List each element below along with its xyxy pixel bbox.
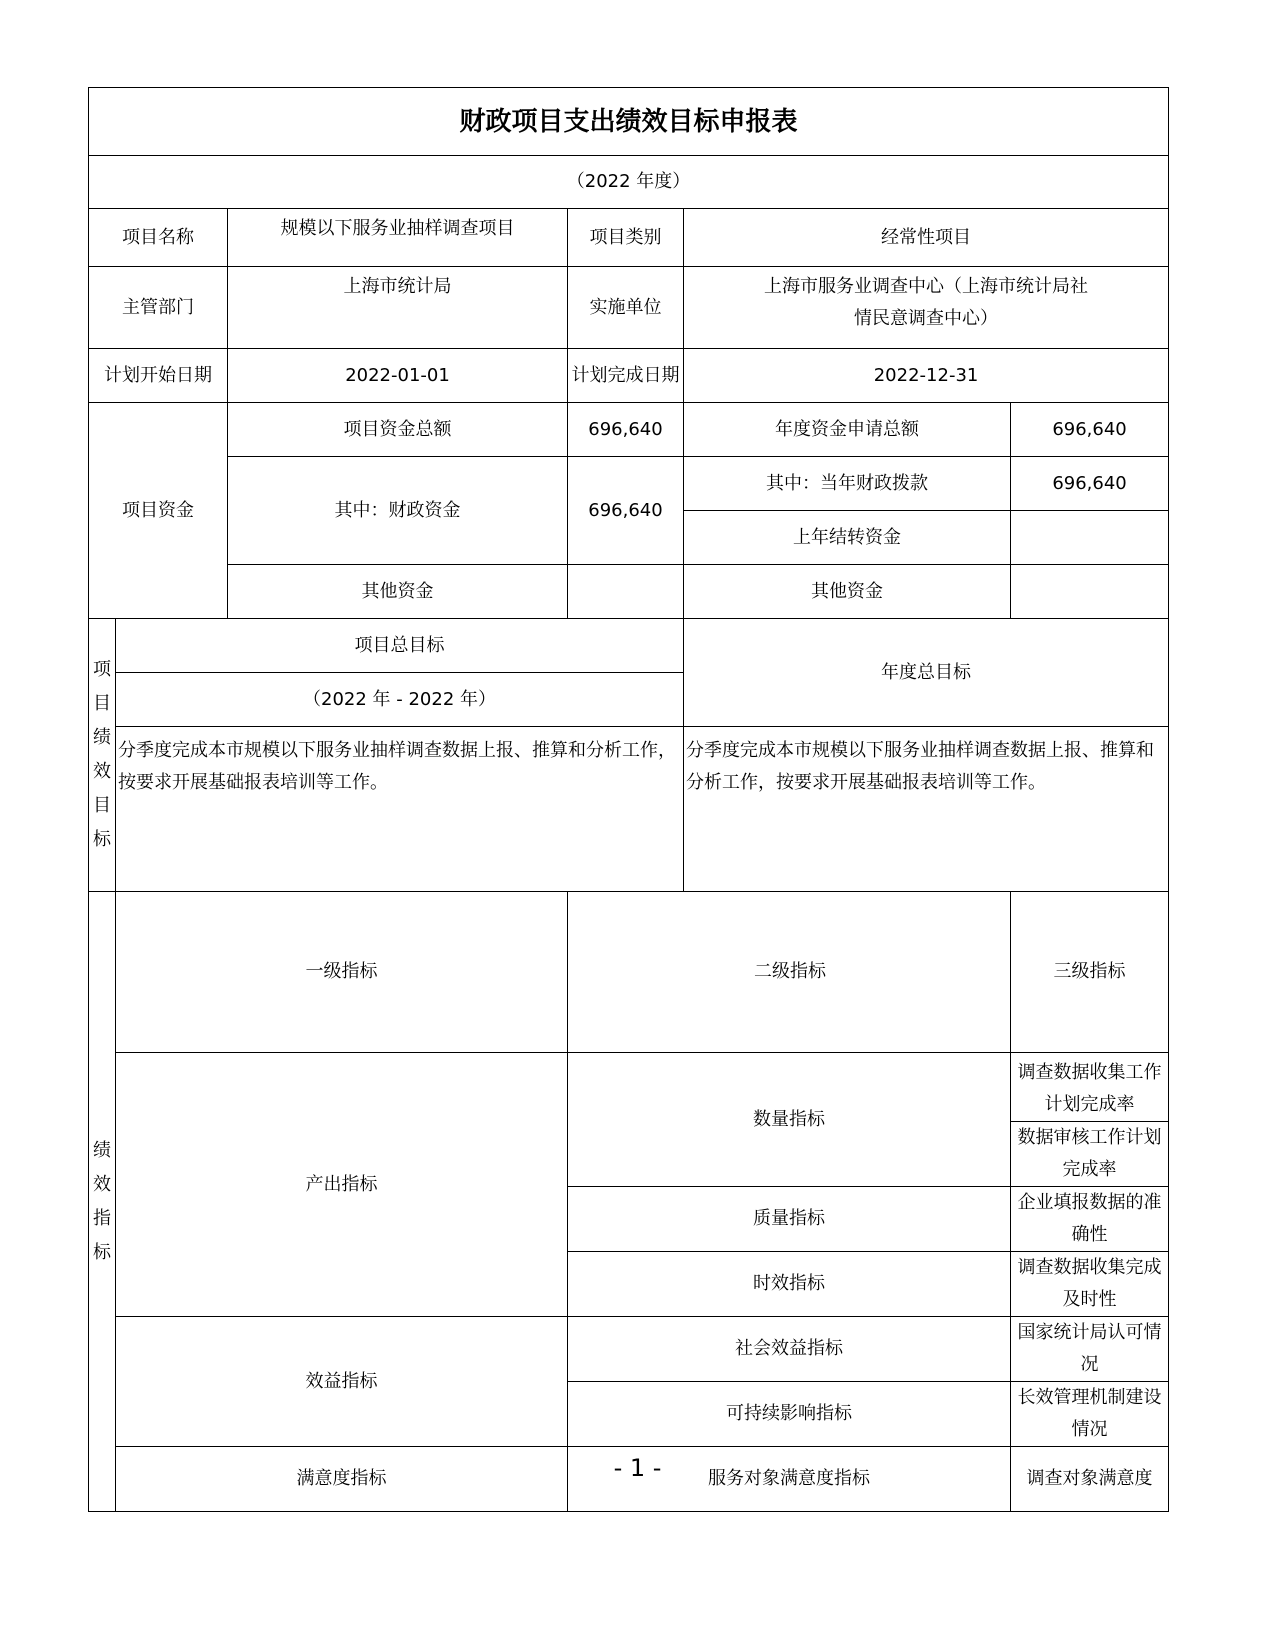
- funds-other-label: 其他资金: [228, 565, 568, 619]
- impl-label: 实施单位: [568, 267, 684, 349]
- project-name-label: 项目名称: [89, 209, 228, 267]
- funds-label: 项目资金: [89, 403, 228, 619]
- funds-total-label: 项目资金总额: [228, 403, 568, 457]
- annual-goal-label: 年度总目标: [684, 619, 1169, 727]
- level2-indicator: 数量指标: [568, 1053, 1011, 1187]
- funds-fiscal-label: 其中：财政资金: [228, 457, 568, 565]
- header-level1: 一级指标: [116, 892, 568, 1053]
- level3-indicator: 企业填报数据的准确性: [1011, 1187, 1169, 1252]
- level3-indicator: 调查数据收集工作计划完成率: [1011, 1053, 1169, 1122]
- level1-output: 产出指标: [116, 1053, 568, 1317]
- funds-carryover-value: [1011, 511, 1169, 565]
- dept-label: 主管部门: [89, 267, 228, 349]
- level1-benefit: 效益指标: [116, 1317, 568, 1447]
- header-level3: 三级指标: [1011, 892, 1169, 1053]
- level3-indicator: 调查数据收集完成及时性: [1011, 1252, 1169, 1317]
- level2-indicator: 服务对象满意度指标: [568, 1447, 1011, 1512]
- overall-goal-text: 分季度完成本市规模以下服务业抽样调查数据上报、推算和分析工作，按要求开展基础报表培训等工作。: [116, 727, 684, 892]
- level1-satisfaction: 满意度指标: [116, 1447, 568, 1512]
- form-title: 财政项目支出绩效目标申报表: [89, 88, 1169, 156]
- funds-carryover-label: 上年结转资金: [684, 511, 1011, 565]
- level2-indicator: 社会效益指标: [568, 1317, 1011, 1382]
- form-year: （2022 年度）: [89, 156, 1169, 209]
- indicators-section-label: 绩效指标: [89, 892, 116, 1512]
- funds-current-value: 696,640: [1011, 457, 1169, 511]
- start-date-value: 2022-01-01: [228, 349, 568, 403]
- project-name-value: 规模以下服务业抽样调查项目: [228, 209, 568, 267]
- header-level2: 二级指标: [568, 892, 1011, 1053]
- project-type-label: 项目类别: [568, 209, 684, 267]
- funds-total-value: 696,640: [568, 403, 684, 457]
- goals-section-label: 项目绩效目标: [89, 619, 116, 892]
- indicator-row: [89, 1317, 1169, 1382]
- end-date-value: 2022-12-31: [684, 349, 1169, 403]
- level3-indicator: 数据审核工作计划完成率: [1011, 1122, 1169, 1187]
- impl-value: 上海市服务业调查中心（上海市统计局社情民意调查中心）: [684, 267, 1169, 349]
- annual-goal-text: 分季度完成本市规模以下服务业抽样调查数据上报、推算和分析工作，按要求开展基础报表培训等工作。: [684, 727, 1169, 892]
- project-type-value: 经常性项目: [684, 209, 1169, 267]
- level3-indicator: 长效管理机制建设情况: [1011, 1382, 1169, 1447]
- indicator-row: [89, 1053, 1169, 1122]
- funds-fiscal-value: 696,640: [568, 457, 684, 565]
- overall-goal-label: 项目总目标: [116, 619, 684, 673]
- level3-indicator: 调查对象满意度: [1011, 1447, 1169, 1512]
- start-date-label: 计划开始日期: [89, 349, 228, 403]
- level2-indicator: 可持续影响指标: [568, 1382, 1011, 1447]
- level3-indicator: 国家统计局认可情况: [1011, 1317, 1169, 1382]
- page-number: - 1 -: [613, 1454, 662, 1482]
- level2-indicator: 质量指标: [568, 1187, 1011, 1252]
- funds-other-value: [568, 565, 684, 619]
- funds-annual-label: 年度资金申请总额: [684, 403, 1011, 457]
- funds-annual-value: 696,640: [1011, 403, 1169, 457]
- funds-annual-other-label: 其他资金: [684, 565, 1011, 619]
- dept-value: 上海市统计局: [228, 267, 568, 349]
- performance-target-form: [88, 87, 1169, 1512]
- funds-annual-other-value: [1011, 565, 1169, 619]
- overall-goal-period: （2022 年 - 2022 年）: [116, 673, 684, 727]
- level2-indicator: 时效指标: [568, 1252, 1011, 1317]
- end-date-label: 计划完成日期: [568, 349, 684, 403]
- funds-current-label: 其中：当年财政拨款: [684, 457, 1011, 511]
